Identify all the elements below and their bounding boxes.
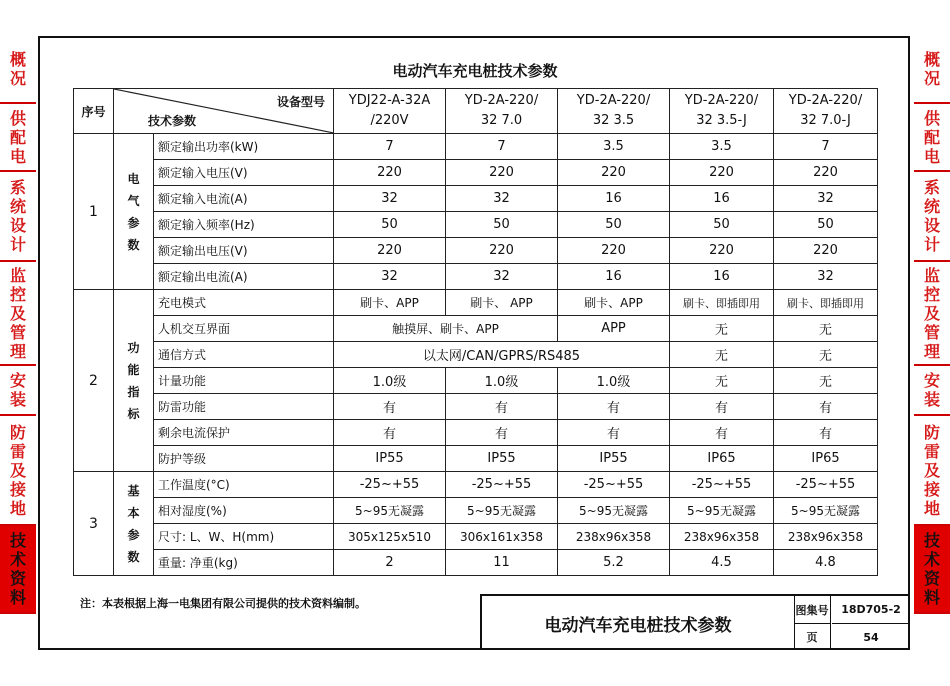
value-cell: 32 [446,264,558,290]
table-row [74,134,878,160]
header-tech-params: 技术参数 [148,114,197,128]
footnote: 注：本表根据上海一电集团有限公司提供的技术资料编制。 [80,597,366,610]
value-cell: IP55 [558,446,670,472]
table-row [74,342,878,368]
value-cell: -25~+55 [558,472,670,498]
param-cell: 重量: 净重(kg) [154,550,334,576]
model-line: 32 3.5 [592,113,635,128]
value-cell: -25~+55 [446,472,558,498]
value-cell: 有 [558,394,670,420]
side-tab-power-supply[interactable] [0,104,36,172]
model-col-5 [774,89,878,134]
value-cell: 无 [670,316,774,342]
value-cell: 220 [670,238,774,264]
side-tab-system-design[interactable] [0,172,36,262]
side-tab-label: 概况 [9,50,26,88]
spec-table [73,88,878,576]
value-cell: IP55 [334,446,446,472]
value-cell: 220 [446,238,558,264]
header-device-model: 设备型号 [276,95,325,109]
value-cell: 11 [446,550,558,576]
side-tab-label: 技术资料 [9,531,26,607]
model-line: 32 7.0 [480,113,523,128]
group-name [114,472,154,576]
value-cell-merged: 触摸屏、刷卡、APP [334,316,558,342]
value-cell: 16 [558,264,670,290]
param-cell: 人机交互界面 [154,316,334,342]
value-cell: 1.0级 [446,368,558,394]
value-cell: 刷卡、即插即用 [774,290,878,316]
page-number: 54 [863,630,879,644]
value-cell: 238x96x358 [670,524,774,550]
table-row [74,316,878,342]
value-cell: IP65 [670,446,774,472]
side-tab-label: 供配电 [9,108,26,166]
value-cell: 1.0级 [558,368,670,394]
table-row [74,550,878,576]
value-cell: 305x125x510 [334,524,446,550]
group-name [114,290,154,472]
atlas-number: 18D705-2 [832,596,910,624]
value-cell: 5~95无凝露 [774,498,878,524]
value-cell: 刷卡、APP [558,290,670,316]
table-row [74,368,878,394]
value-cell: 50 [670,212,774,238]
value-cell: 有 [446,420,558,446]
model-line: YD-2A-220/ [684,93,759,108]
value-cell: 刷卡、APP [334,290,446,316]
param-cell: 尺寸: L、W、H(mm) [154,524,334,550]
value-cell-merged: 以太网/CAN/GPRS/RS485 [334,342,670,368]
value-cell: 有 [774,394,878,420]
right-side-tabs [914,36,950,614]
model-line: YDJ22-A-32A [348,93,431,108]
param-cell: 相对湿度(%) [154,498,334,524]
side-tab-system-design[interactable] [914,172,950,262]
model-line: /220V [370,113,409,128]
value-cell: 5~95无凝露 [334,498,446,524]
table-row [74,420,878,446]
value-cell: 无 [774,342,878,368]
value-cell: 2 [334,550,446,576]
param-cell: 防护等级 [154,446,334,472]
side-tab-label: 系统设计 [9,178,26,254]
value-cell: 5~95无凝露 [670,498,774,524]
value-cell: 220 [334,160,446,186]
value-cell: 220 [558,238,670,264]
value-cell: 32 [334,186,446,212]
table-row [74,238,878,264]
param-cell: 通信方式 [154,342,334,368]
value-cell: 50 [774,212,878,238]
value-cell: 7 [334,134,446,160]
side-tab-label: 系统设计 [923,178,940,254]
side-tab-monitoring[interactable] [0,262,36,366]
title-block [480,594,910,650]
value-cell: 220 [334,238,446,264]
value-cell: 无 [670,368,774,394]
value-cell: -25~+55 [774,472,878,498]
value-cell: 有 [334,394,446,420]
model-line: YD-2A-220/ [464,93,539,108]
value-cell: 7 [774,134,878,160]
side-tab-label: 技术资料 [923,531,940,607]
group-seq: 1 [74,134,114,290]
value-cell: 刷卡、即插即用 [670,290,774,316]
value-cell: APP [558,316,670,342]
side-tab-power-supply[interactable] [914,104,950,172]
side-tab-technical-data[interactable] [914,526,950,614]
table-row [74,212,878,238]
header-seq: 序号 [74,89,114,134]
value-cell: 238x96x358 [774,524,878,550]
model-col-4 [670,89,774,134]
title-block-name: 电动汽车充电桩技术参数 [482,596,795,650]
side-tab-technical-data[interactable] [0,526,36,614]
value-cell: 刷卡、 APP [446,290,558,316]
value-cell: 无 [670,342,774,368]
param-cell: 充电模式 [154,290,334,316]
group-name-text: 功能指标 [127,340,140,421]
side-tab-label: 安装 [923,371,940,409]
value-cell: 32 [446,186,558,212]
table-row [74,498,878,524]
value-cell: -25~+55 [670,472,774,498]
value-cell: 无 [774,368,878,394]
value-cell: 5.2 [558,550,670,576]
value-cell: 220 [774,238,878,264]
group-name-text: 基本参数 [127,483,140,564]
model-col-1 [334,89,446,134]
param-cell: 额定输入电压(V) [154,160,334,186]
value-cell: IP65 [774,446,878,472]
side-tab-installation[interactable] [0,366,36,416]
header-row [74,89,878,134]
value-cell: 16 [670,186,774,212]
table-title: 电动汽车充电桩技术参数 [392,62,558,80]
value-cell: 50 [334,212,446,238]
value-cell: 238x96x358 [558,524,670,550]
value-cell: 32 [774,186,878,212]
group-name [114,134,154,290]
param-cell: 额定输入频率(Hz) [154,212,334,238]
side-tab-label: 防雷及接地 [923,422,940,518]
param-cell: 工作温度(°C) [154,472,334,498]
value-cell: 32 [774,264,878,290]
param-cell: 防雷功能 [154,394,334,420]
value-cell: 有 [446,394,558,420]
value-cell: 32 [334,264,446,290]
model-line: YD-2A-220/ [788,93,863,108]
side-tab-lightning-grounding[interactable] [0,416,36,526]
value-cell: 无 [774,316,878,342]
value-cell: 50 [558,212,670,238]
param-cell: 额定输出电流(A) [154,264,334,290]
value-cell: 16 [558,186,670,212]
value-cell: 1.0级 [334,368,446,394]
param-cell: 计量功能 [154,368,334,394]
page-label: 页 [794,624,831,650]
value-cell: 50 [446,212,558,238]
side-tab-installation[interactable] [914,366,950,416]
value-cell: 4.8 [774,550,878,576]
value-cell: 7 [446,134,558,160]
param-cell: 额定输出功率(kW) [154,134,334,160]
side-tab-lightning-grounding[interactable] [914,416,950,526]
left-side-tabs [0,36,36,614]
side-tab-monitoring[interactable] [914,262,950,366]
table-row [74,472,878,498]
side-tab-label: 监控及管理 [9,265,26,361]
value-cell: 3.5 [558,134,670,160]
table-row [74,446,878,472]
model-col-2 [446,89,558,134]
model-col-3 [558,89,670,134]
table-row [74,524,878,550]
value-cell: 有 [670,420,774,446]
param-cell: 额定输入电流(A) [154,186,334,212]
value-cell: 3.5 [670,134,774,160]
table-row [74,160,878,186]
side-tab-label: 监控及管理 [923,265,940,361]
group-seq: 3 [74,472,114,576]
value-cell: 220 [446,160,558,186]
value-cell: 220 [670,160,774,186]
side-tab-label: 安装 [9,371,26,409]
value-cell: 5~95无凝露 [558,498,670,524]
model-line: YD-2A-220/ [576,93,651,108]
value-cell: 4.5 [670,550,774,576]
value-cell: -25~+55 [334,472,446,498]
model-line: 32 7.0-J [800,113,851,128]
header-diagonal [114,89,334,134]
value-cell: 有 [774,420,878,446]
value-cell: 220 [774,160,878,186]
value-cell: IP55 [446,446,558,472]
table-row [74,186,878,212]
table-row [74,394,878,420]
value-cell: 5~95无凝露 [446,498,558,524]
value-cell: 220 [558,160,670,186]
group-seq: 2 [74,290,114,472]
side-tab-label: 概况 [923,50,940,88]
param-cell: 额定输出电压(V) [154,238,334,264]
table-row [74,264,878,290]
model-line: 32 3.5-J [696,113,747,128]
side-tab-label: 供配电 [923,108,940,166]
value-cell: 有 [558,420,670,446]
group-name-text: 电气参数 [127,171,140,252]
table-row [74,290,878,316]
value-cell: 16 [670,264,774,290]
value-cell: 306x161x358 [446,524,558,550]
param-cell: 剩余电流保护 [154,420,334,446]
side-tab-label: 防雷及接地 [9,422,26,518]
atlas-label: 图集号 [794,596,831,624]
value-cell: 有 [334,420,446,446]
value-cell: 有 [670,394,774,420]
